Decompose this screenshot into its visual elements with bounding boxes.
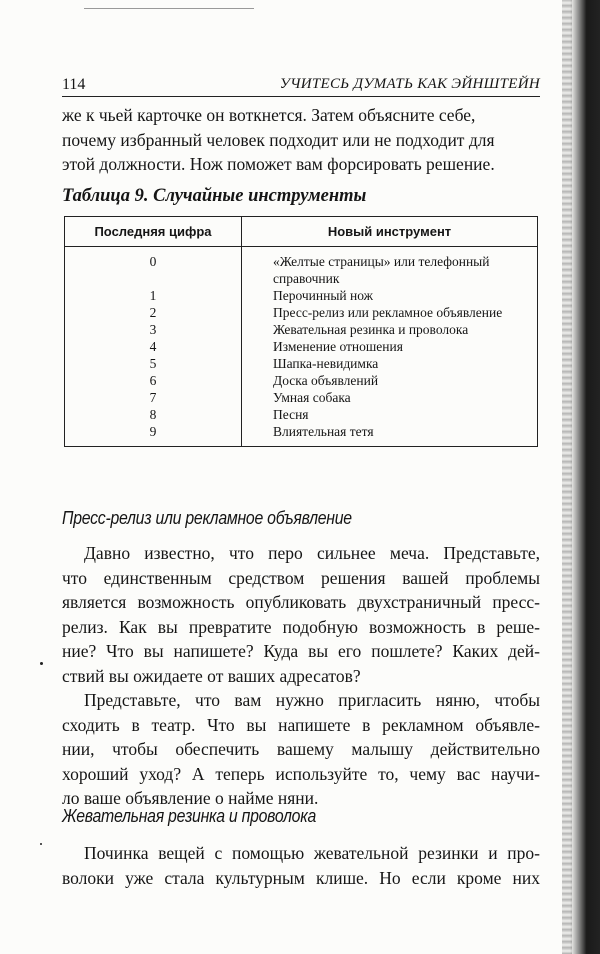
column-header-new-tool: Новый инструмент	[242, 217, 538, 247]
table-row	[65, 423, 538, 447]
table-row	[65, 304, 538, 321]
tool-cell: Перочинный нож	[242, 287, 538, 304]
digit-cell: 4	[65, 338, 242, 355]
digit-cell: 1	[65, 287, 242, 304]
tool-cell: Доска объявлений	[242, 372, 538, 389]
digit-cell: 2	[65, 304, 242, 321]
text-line: Починка вещей с помощью жевательной резинки и про-	[84, 843, 540, 863]
digit-cell: 9	[65, 423, 242, 447]
section-heading-press-release: Пресс-релиз или рекламное объявление	[62, 508, 352, 528]
top-rule	[84, 8, 254, 9]
table-row	[65, 355, 538, 372]
page-header	[62, 74, 540, 97]
text-line: почему избранный человек подходит или не подходит для	[62, 129, 495, 150]
digit-cell: 5	[65, 355, 242, 372]
tool-cell: Шапка-невидимка	[242, 355, 538, 372]
section-heading-chewing-gum: Жевательная резинка и проволока	[62, 806, 316, 826]
text-line: Давно известно, что перо сильнее меча. Представьте,	[84, 543, 540, 563]
table-row	[65, 406, 538, 423]
scan-speck	[40, 843, 42, 845]
text-line: нии, чтобы обеспечить вашему малышу действительно	[62, 739, 540, 759]
table-caption: Таблица 9. Случайные инструменты	[62, 186, 367, 206]
text-line: ло ваше объявление о найме няни.	[62, 788, 319, 808]
table-row	[65, 338, 538, 355]
intro-paragraph	[62, 103, 540, 177]
press-paragraph-1	[62, 541, 540, 688]
press-paragraph-2	[62, 688, 540, 811]
digit-cell: 7	[65, 389, 242, 406]
text-line: ние? Что вы напишете? Куда вы его пошлете? Каких дей-	[62, 641, 540, 661]
text-line: ствий вы ожидаете от ваших адресатов?	[62, 665, 361, 686]
text-line: является возможность опубликовать двухстраничный пресс-	[62, 592, 540, 612]
scan-speck	[40, 662, 43, 665]
table-row	[65, 321, 538, 338]
page-edge-shadow	[570, 0, 600, 954]
text-line: что единственным средством решения вашей проблемы	[62, 567, 540, 588]
text-line: релиз. Как вы превратите подобную возможность в реше-	[62, 616, 540, 637]
text-line: Представьте, что вам нужно пригласить няню, чтобы	[84, 690, 540, 710]
tool-cell: Влиятельная тетя	[242, 423, 538, 447]
tool-cell: Умная собака	[242, 389, 538, 406]
column-header-last-digit: Последняя цифра	[65, 217, 242, 247]
table-row	[65, 287, 538, 304]
tool-cell: Жевательная резинка и проволока	[242, 321, 538, 338]
tool-cell: Песня	[242, 406, 538, 423]
digit-cell: 0	[65, 247, 242, 288]
text-line: волоки уже стала культурным клише. Но если кроме них	[62, 867, 540, 888]
running-title: УЧИТЕСЬ ДУМАТЬ КАК ЭЙНШТЕЙН	[279, 76, 540, 92]
gum-paragraph-1	[62, 841, 540, 890]
page-number: 114	[62, 76, 86, 93]
random-tools-table	[64, 216, 538, 447]
text-line: сходить в театр. Что вы напишете в рекламном объявле-	[62, 714, 540, 735]
text-line: же к чьей карточке он воткнется. Затем объясните себе,	[62, 105, 476, 125]
table-row	[65, 372, 538, 389]
tool-cell: «Желтые страницы» или телефонный справочник	[242, 247, 538, 288]
digit-cell: 6	[65, 372, 242, 389]
table-row	[65, 389, 538, 406]
table-row	[65, 247, 538, 288]
digit-cell: 3	[65, 321, 242, 338]
text-line: этой должности. Нож поможет вам форсировать решение.	[62, 154, 495, 174]
tool-cell: Пресс-релиз или рекламное объявление	[242, 304, 538, 321]
digit-cell: 8	[65, 406, 242, 423]
text-line: хороший уход? А теперь используйте то, чему вас научи-	[62, 763, 540, 784]
tool-cell: Изменение отношения	[242, 338, 538, 355]
